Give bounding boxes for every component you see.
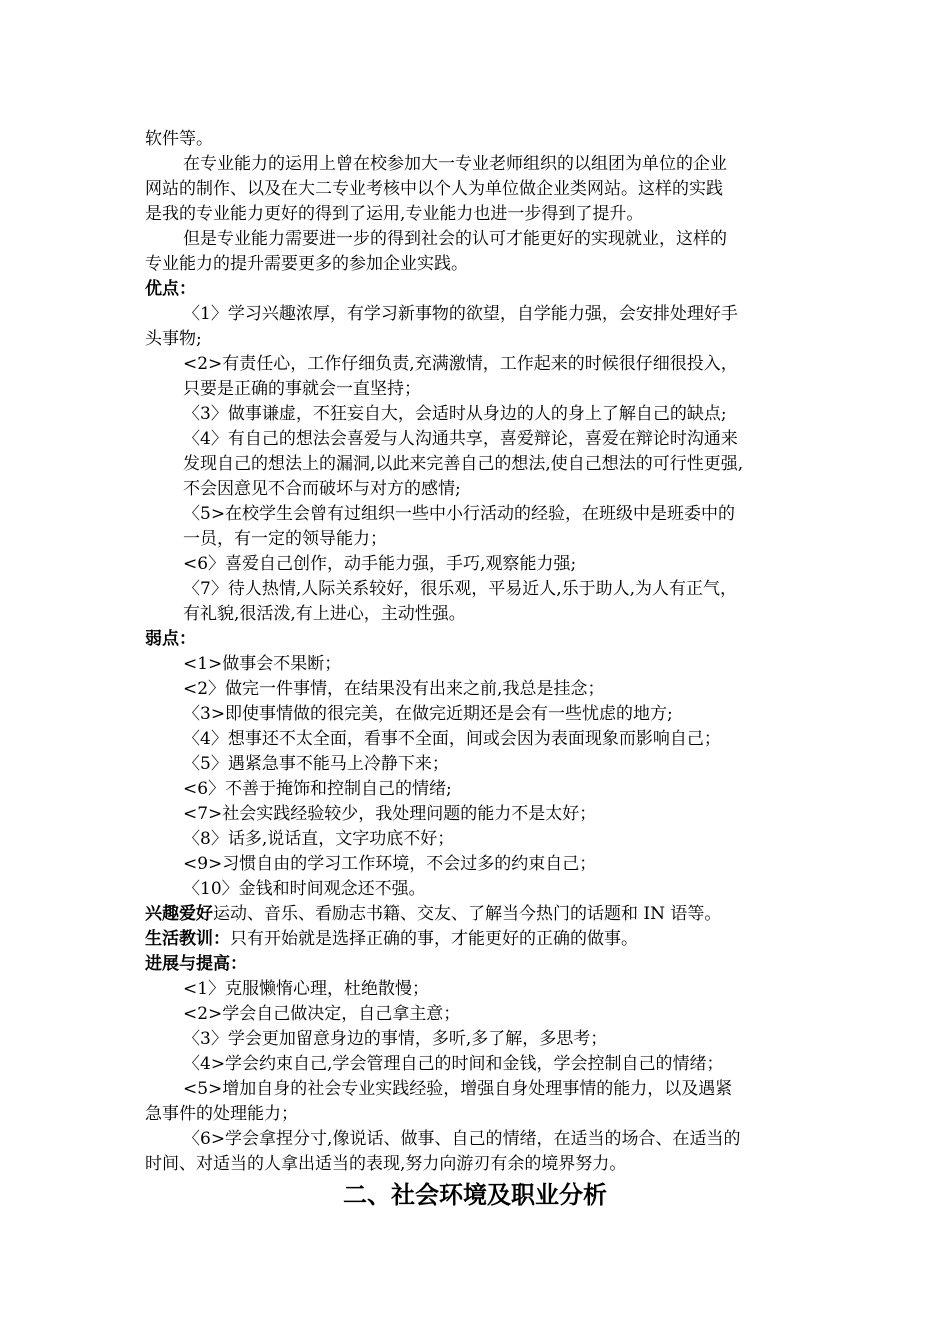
text-line: 〈1〉学习兴趣浓厚，有学习新事物的欲望，自学能力强，会安排处理好手 [183,304,738,324]
text-line: 软件等。 [145,129,213,149]
text-line: 〈6>学会拿捏分寸,像说话、做事、自己的情绪，在适当的场合、在适当的 [183,1129,741,1149]
text-line: <9>习惯自由的学习工作环境，不会过多的约束自己； [183,854,597,874]
lesson-text: 只有开始就是选择正确的事，才能更好的正确的做事。 [230,929,638,949]
text-line: 在专业能力的运用上曾在校参加大一专业老师组织的以组团为单位的企业 [183,154,727,174]
lesson-line [145,927,638,951]
text-line: 网站的制作、以及在大二专业考核中以个人为单位做企业类网站。这样的实践 [145,179,723,199]
text-line: 一员，有一定的领导能力； [183,529,387,549]
text-line: 〈8〉话多,说话直，文字功底不好； [183,829,455,849]
interests-label: 兴趣爱好 [145,904,213,924]
text-line: <2>学会自己做决定，自己拿主意； [183,1004,461,1024]
section-label-weaknesses: 弱点： [145,629,196,649]
text-line: 〈5>在校学生会曾有过组织一些中小行活动的经验，在班级中是班委中的 [183,504,736,524]
text-line: <1>做事会不果断； [183,654,342,674]
text-line: 〈3〉学会更加留意身边的事情，多听,多了解，多思考； [183,1029,608,1049]
text-line: 但是专业能力需要进一步的得到社会的认可才能更好的实现就业，这样的 [183,229,727,249]
section-label-strengths: 优点： [145,279,196,299]
text-line: 发现自己的想法上的漏洞,以此来完善自己的想法,使自己想法的可行性更强, [183,454,744,474]
text-line: 专业能力的提升需要更多的参加企业实践。 [145,254,468,274]
text-line: 只要是正确的事就会一直坚持； [183,379,421,399]
interests-text: 运动、音乐、看励志书籍、交友、了解当今热门的话题和 IN 语等。 [213,904,722,924]
section-label-progress: 进展与提高： [145,954,247,974]
text-line: <2>有责任心，工作仔细负责,充满激情，工作起来的时候很仔细很投入， [183,354,738,374]
text-line: 〈4〉想事还不太全面，看事不全面，间或会因为表面现象而影响自己； [183,729,721,749]
text-line: 〈4〉有自己的想法会喜爱与人沟通共享，喜爱辩论，喜爱在辩论时沟通来 [183,429,738,449]
text-line: 〈4>学会约束自己,学会管理自己的时间和金钱，学会控制自己的情绪； [183,1054,724,1074]
text-line: <2〉做完一件事情，在结果没有出来之前,我总是挂念； [183,679,605,699]
text-line: <7>社会实践经验较少，我处理问题的能力不是太好； [183,804,597,824]
text-line: 〈3〉做事谦虚，不狂妄自大，会适时从身边的人的身上了解自己的缺点; [183,404,727,424]
lesson-label: 生活教训： [145,929,230,949]
text-line: 急事件的处理能力； [145,1104,298,1124]
section-heading: 二、社会环境及职业分析 [343,1181,607,1209]
text-line: 不会因意见不合而破坏与对方的感情; [183,479,461,499]
text-line: 〈5〉遇紧急事不能马上冷静下来； [183,754,449,774]
text-line: 有礼貌,很活泼,有上进心，主动性强。 [183,604,466,624]
text-line: 〈3>即使事情做的很完美，在做完近期还是会有一些忧虑的地方; [183,704,673,724]
text-line: <1〉克服懒惰心理，杜绝散慢； [183,979,430,999]
text-line: 头事物; [145,329,202,349]
interests-line [145,902,721,926]
text-line: <5>增加自身的社会专业实践经验，增强自身处理事情的能力，以及遇紧 [183,1079,733,1099]
text-line: <6〉喜爱自己创作，动手能力强，手巧,观察能力强; [183,554,577,574]
text-line: 〈10〉金钱和时间观念还不强。 [183,879,426,899]
text-line: 是我的专业能力更好的得到了运用,专业能力也进一步得到了提升。 [145,204,644,224]
text-line: <6〉不善于掩饰和控制自己的情绪; [183,779,452,799]
text-line: 时间、对适当的人拿出适当的表现,努力向游刃有余的境界努力。 [145,1154,627,1174]
text-line: 〈7〉待人热情,人际关系较好，很乐观，平易近人,乐于助人,为人有正气， [183,579,738,599]
